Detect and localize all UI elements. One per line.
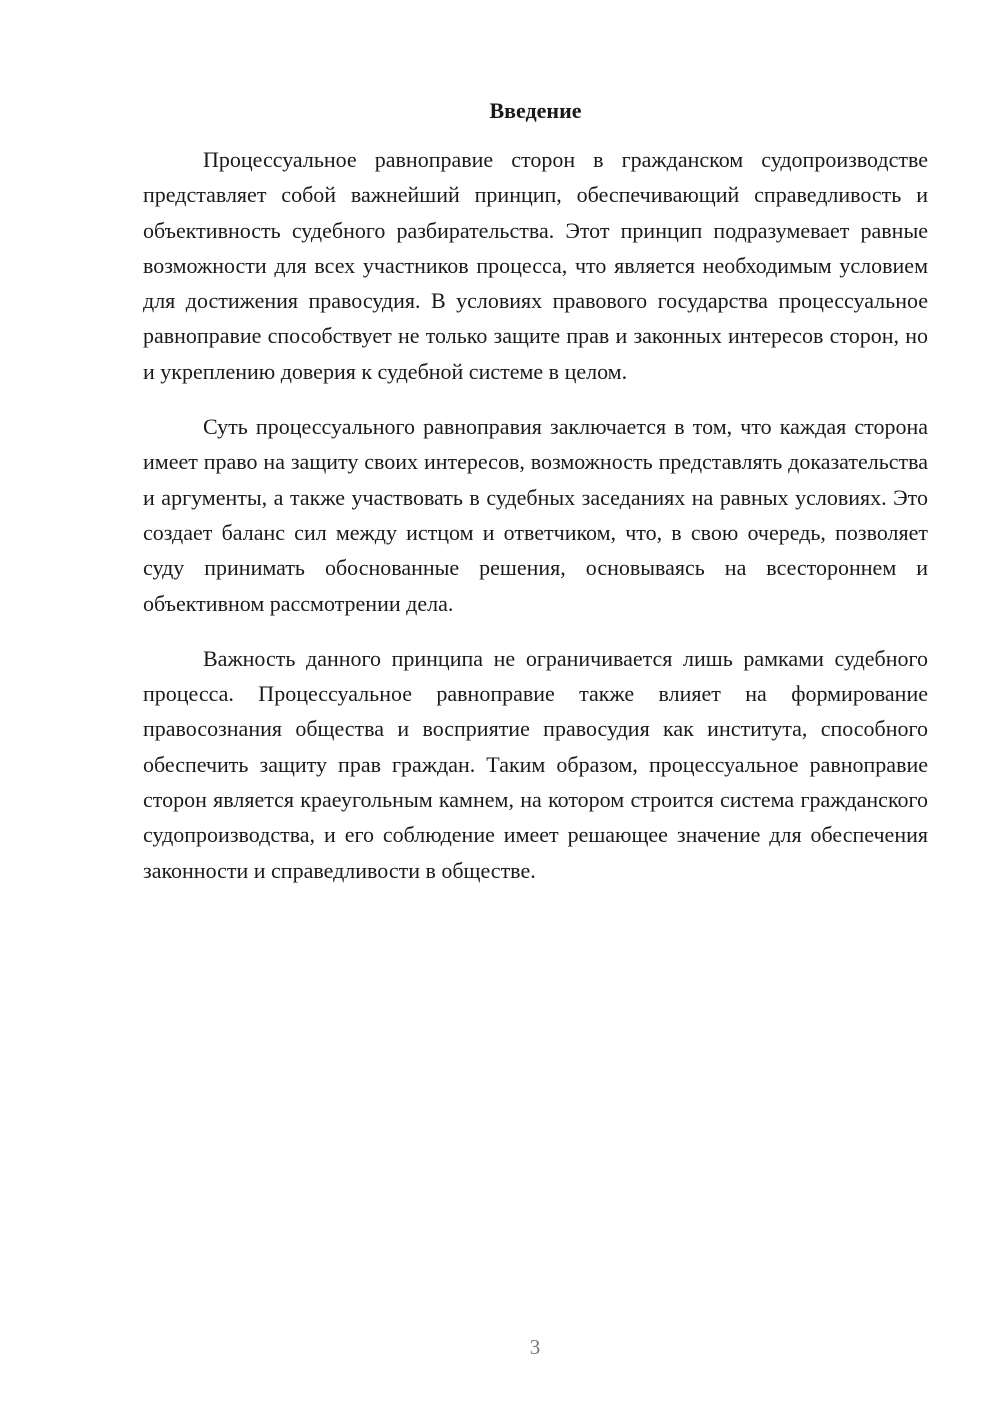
page-title: Введение xyxy=(489,98,582,123)
paragraph-2: Суть процессуального равноправия заключается в том, что каждая сторона имеет право на защиту своих интересов, возможность представлять доказательства и аргументы, а также участвовать в судебных заседаниях на равных условиях. Это создает баланс сил между истцом и ответчиком, что, в свою очередь, позволяет суду принимать обоснованные решения, основываясь на всестороннем и объективном рассмотрении дела. xyxy=(143,414,928,616)
paragraph-3: Важность данного принципа не ограничивается лишь рамками судебного процесса. Процессуальное равноправие также влияет на формирование правосознания общества и восприятие правосудия как института, способного обеспечить защиту прав граждан. Таким образом, процессуальное равноправие сторон является краеугольным камнем, на котором строится система гражданского судопроизводства, и его соблюдение имеет решающее значение для обеспечения законности и справедливости в обществе. xyxy=(143,645,928,883)
document-body xyxy=(143,142,928,888)
page-number: 3 xyxy=(529,1335,541,1359)
paragraph-1: Процессуальное равноправие сторон в гражданском судопроизводстве представляет собой важнейший принцип, обеспечивающий справедливость и объективность судебного разбирательства. Этот принцип подразумевает равные возможности для всех участников процесса, что является необходимым условием для достижения правосудия. В условиях правового государства процессуальное равноправие способствует не только защите прав и законных интересов сторон, но и укреплению доверия к судебной системе в целом. xyxy=(143,147,928,384)
